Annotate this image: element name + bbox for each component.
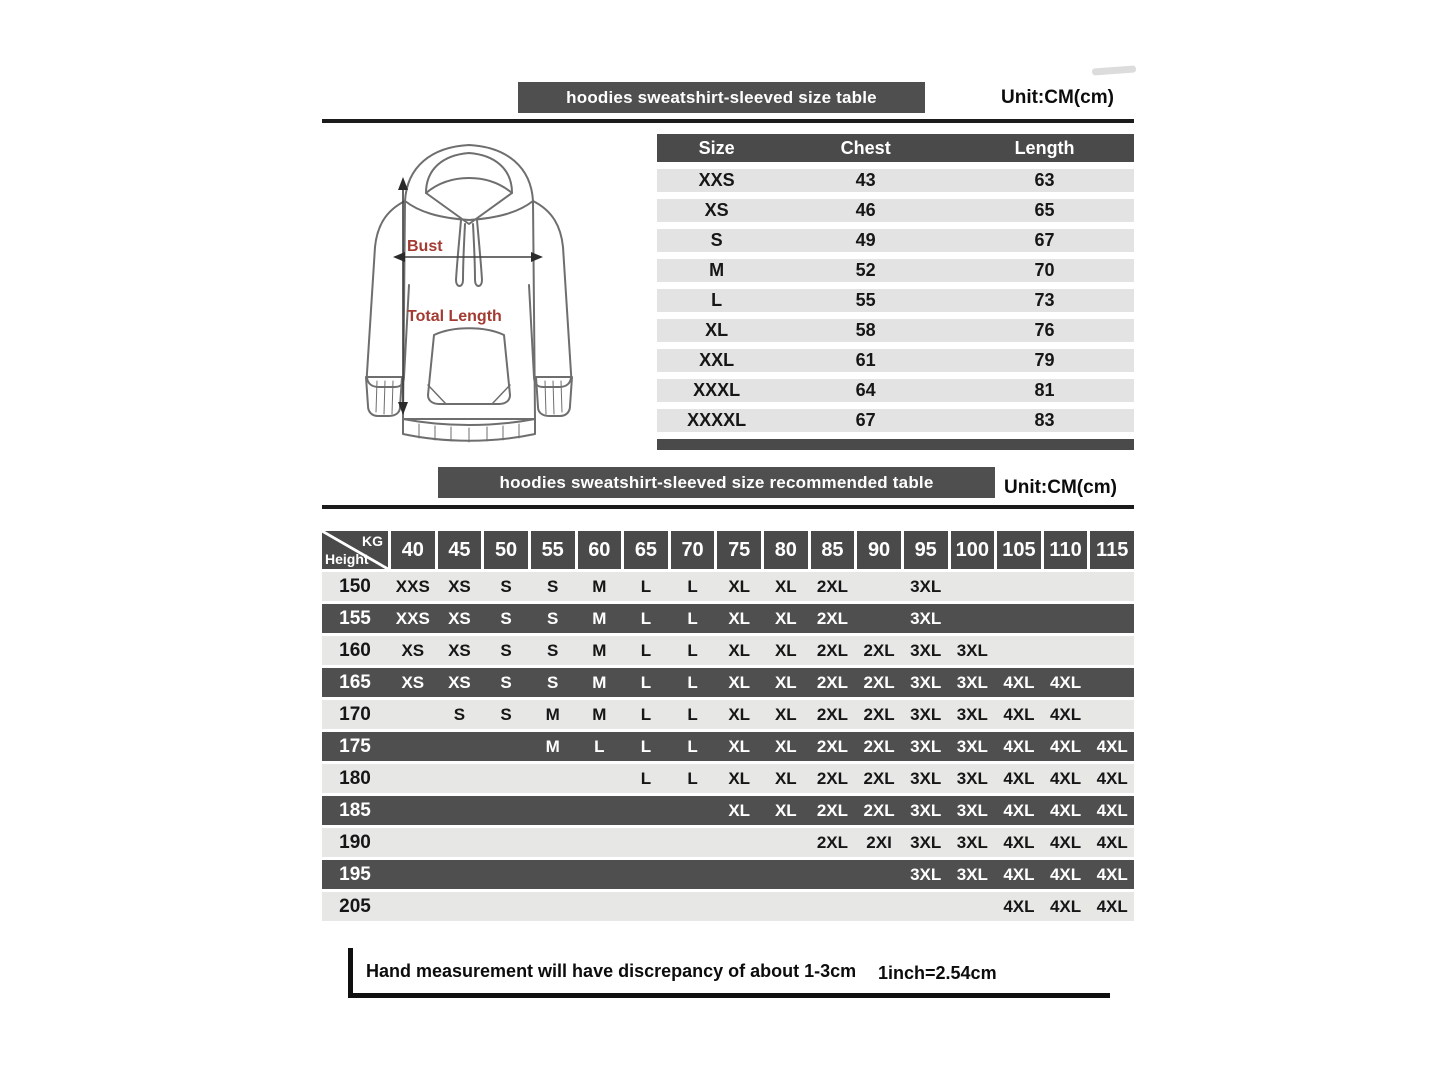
height-label: 195: [339, 863, 371, 885]
divider-line-bottom: [322, 505, 1134, 509]
size-cell: 2XL: [816, 832, 849, 852]
weight-header-cell: 95: [904, 531, 948, 569]
size-cell: 3XL: [956, 704, 988, 724]
size-cell: 4XL: [1003, 768, 1035, 788]
total-length-label: Total Length: [407, 308, 502, 325]
recommend-table-header: [322, 531, 1134, 569]
size-cell: M: [592, 640, 607, 660]
scan-artifact: [1092, 65, 1136, 75]
size-cell: S: [500, 640, 512, 660]
size-cell: 2XI: [866, 832, 892, 852]
unit-label-top: Unit:CM(cm): [1001, 87, 1114, 108]
measure-arrows: [401, 185, 535, 407]
measurement-note: Hand measurement will have discrepancy of about 1-3cm: [366, 961, 857, 981]
size-table-row: [657, 259, 1134, 282]
size-table-cell-size: XS: [704, 200, 729, 220]
size-cell: 4XL: [1096, 832, 1128, 852]
size-table-cell-size: XXXL: [693, 380, 741, 400]
weight-header-cell: 50: [484, 531, 528, 569]
size-table-row: [657, 169, 1134, 192]
footer-bottom-line: [348, 993, 1110, 998]
size-cell: L: [594, 736, 605, 756]
height-label: 180: [339, 767, 371, 789]
size-cell: 3XL: [956, 640, 988, 660]
size-table-cell-length: 63: [1034, 170, 1055, 190]
size-cell: L: [640, 672, 652, 692]
weight-header-cell: 100: [951, 531, 995, 569]
size-cell: 4XL: [1049, 864, 1082, 884]
size-cell: XL: [774, 736, 797, 756]
size-cell: S: [547, 672, 559, 692]
recommend-row: [322, 636, 1134, 665]
size-cell: S: [547, 576, 559, 596]
size-cell: S: [547, 640, 559, 660]
size-table-bottom-bar: [657, 439, 1134, 450]
size-cell: 2XL: [816, 608, 849, 628]
size-cell: 4XL: [1003, 896, 1035, 916]
size-table-cell-length: 79: [1034, 350, 1055, 370]
size-cell: 2XL: [863, 640, 895, 660]
size-cell: 2XL: [816, 640, 849, 660]
size-cell: 3XL: [910, 736, 942, 756]
corner-height-label: Height: [325, 551, 369, 567]
size-cell: 2XL: [863, 672, 895, 692]
size-cell: XL: [774, 576, 797, 596]
drawstring-left: [456, 220, 465, 286]
arrowhead-up: [398, 177, 408, 190]
divider-line-top: [322, 119, 1134, 123]
size-cell: 4XL: [1096, 864, 1128, 884]
size-cell: XXS: [395, 608, 430, 628]
size-cell: S: [547, 608, 559, 628]
size-cell: XL: [728, 608, 751, 628]
weight-header-cell: 60: [578, 531, 622, 569]
col-header-chest: Chest: [840, 137, 891, 158]
size-cell: S: [500, 576, 512, 596]
size-cell: 3XL: [910, 576, 942, 596]
size-cell: 4XL: [1003, 704, 1035, 724]
recommend-row: [322, 700, 1134, 729]
recommend-row: [322, 732, 1134, 761]
size-cell: 2XL: [816, 736, 849, 756]
size-table-cell-length: 70: [1034, 260, 1055, 280]
size-cell: 4XL: [1003, 672, 1035, 692]
size-cell: XL: [728, 672, 751, 692]
size-cell: M: [592, 672, 607, 692]
size-cell: 2XL: [816, 768, 849, 788]
size-cell: 4XL: [1049, 736, 1082, 756]
size-table-cell-size: L: [711, 290, 723, 310]
size-table-row: [657, 199, 1134, 222]
size-cell: 4XL: [1049, 704, 1082, 724]
height-label: 160: [339, 639, 371, 661]
size-cell: L: [640, 736, 652, 756]
height-label: 175: [339, 735, 371, 757]
size-cell: 3XL: [910, 608, 942, 628]
size-cell: M: [592, 608, 607, 628]
bust-label: Bust: [407, 238, 443, 255]
size-table-cell-chest: 49: [855, 230, 876, 250]
size-table-cell-chest: 61: [855, 350, 876, 370]
drawstring-right: [473, 220, 482, 286]
weight-header-cell: 90: [857, 531, 901, 569]
size-cell: XL: [774, 704, 797, 724]
size-cell: L: [687, 704, 698, 724]
weight-header-cell: 105: [997, 531, 1041, 569]
size-cell: 3XL: [910, 768, 942, 788]
size-cell: XL: [728, 736, 751, 756]
size-table-cell-chest: 46: [855, 200, 876, 220]
size-cell: 3XL: [910, 864, 942, 884]
size-cell: XXS: [395, 576, 430, 596]
size-cell: 2XL: [816, 576, 849, 596]
hood-outer: [405, 145, 533, 220]
size-cell: XS: [448, 640, 471, 660]
recommend-row: [322, 604, 1134, 633]
corner-cell: [322, 531, 388, 569]
size-table-cell-length: 76: [1034, 320, 1055, 340]
weight-header-cell: 115: [1090, 531, 1134, 569]
size-cell: L: [640, 640, 652, 660]
size-cell: L: [687, 640, 698, 660]
size-cell: 3XL: [956, 864, 988, 884]
weight-header-cell: 75: [717, 531, 761, 569]
size-cell: 3XL: [956, 672, 988, 692]
weight-header-cell: 110: [1044, 531, 1088, 569]
size-cell: XL: [774, 640, 797, 660]
unit-label-bottom: Unit:CM(cm): [1004, 477, 1117, 498]
size-cell: 2XL: [863, 736, 895, 756]
weight-header-cell: 45: [438, 531, 482, 569]
size-cell: 3XL: [910, 640, 942, 660]
size-cell: L: [687, 672, 698, 692]
size-cell: XS: [448, 608, 471, 628]
size-table-cell-chest: 43: [855, 170, 876, 190]
size-cell: 2XL: [863, 768, 895, 788]
size-cell: 2XL: [816, 704, 849, 724]
size-cell: L: [687, 768, 698, 788]
size-cell: XL: [728, 576, 751, 596]
size-cell: 2XL: [863, 800, 895, 820]
size-table-cell-size: XXXXL: [687, 410, 747, 430]
size-cell: 4XL: [1003, 736, 1035, 756]
size-table-row: [657, 289, 1134, 312]
size-cell: M: [545, 704, 560, 724]
size-table-title-bar: [518, 82, 925, 113]
size-cell: 4XL: [1096, 768, 1128, 788]
weight-header-cell: 85: [811, 531, 855, 569]
size-table-row: [657, 229, 1134, 252]
recommend-row: [322, 796, 1134, 825]
inch-conversion: 1inch=2.54cm: [878, 963, 997, 983]
hood-inner: [426, 153, 512, 193]
size-cell: L: [687, 576, 698, 596]
size-cell: 4XL: [1003, 832, 1035, 852]
size-cell: 2XL: [816, 672, 849, 692]
size-cell: 2XL: [816, 800, 849, 820]
size-cell: 4XL: [1049, 832, 1082, 852]
col-header-size: Size: [698, 137, 735, 158]
size-cell: 4XL: [1096, 800, 1128, 820]
weight-header-cell: 40: [391, 531, 435, 569]
height-label: 155: [339, 607, 371, 629]
size-cell: XS: [448, 576, 471, 596]
size-cell: 4XL: [1003, 864, 1035, 884]
size-cell: XL: [774, 768, 797, 788]
size-cell: 4XL: [1049, 768, 1082, 788]
size-cell: S: [500, 672, 512, 692]
size-cell: S: [500, 608, 512, 628]
weight-header-cell: 65: [624, 531, 668, 569]
size-cell: 3XL: [910, 832, 942, 852]
height-label: 165: [339, 671, 371, 693]
size-cell: L: [687, 608, 698, 628]
size-cell: XS: [401, 672, 425, 692]
size-table-row: [657, 349, 1134, 372]
size-table-rows: [657, 169, 1134, 432]
height-label: 170: [339, 703, 371, 725]
size-cell: XL: [728, 768, 751, 788]
size-cell: XS: [448, 672, 471, 692]
size-table-cell-length: 67: [1034, 230, 1055, 250]
recommend-row: [322, 860, 1134, 889]
size-cell: 4XL: [1096, 896, 1128, 916]
size-cell: 3XL: [910, 704, 942, 724]
size-table-cell-size: XXS: [698, 170, 735, 190]
size-cell: M: [545, 736, 560, 756]
size-cell: S: [500, 704, 512, 724]
corner-kg-label: KG: [362, 533, 383, 549]
size-cell: XL: [728, 704, 751, 724]
recommend-row: [322, 668, 1134, 697]
size-cell: XS: [401, 640, 425, 660]
size-table-row: [657, 379, 1134, 402]
size-table-cell-chest: 55: [855, 290, 876, 310]
size-table-cell-size: XL: [705, 320, 729, 340]
size-cell: XL: [728, 800, 751, 820]
pocket-corners: [428, 385, 510, 404]
size-cell: XL: [774, 800, 797, 820]
size-table-cell-size: S: [710, 230, 723, 250]
hoodie-diagram: [333, 134, 605, 454]
size-table: [657, 134, 1134, 450]
height-label: 190: [339, 831, 371, 853]
height-label: 185: [339, 799, 371, 821]
size-cell: 3XL: [910, 800, 942, 820]
size-cell: L: [640, 704, 652, 724]
size-cell: 3XL: [910, 672, 942, 692]
size-cell: L: [640, 608, 652, 628]
height-label: 205: [339, 895, 371, 917]
size-cell: XL: [774, 672, 797, 692]
recommend-row: [322, 828, 1134, 857]
weight-header-cell: 70: [671, 531, 715, 569]
arrowhead-right: [531, 252, 543, 262]
size-table-cell-length: 65: [1034, 200, 1055, 220]
size-cell: S: [453, 704, 466, 724]
arrowhead-left: [393, 252, 405, 262]
size-cell: 4XL: [1096, 736, 1128, 756]
recommend-table-body: [322, 572, 1134, 921]
weight-header-cell: 80: [764, 531, 808, 569]
size-table-row: [657, 319, 1134, 342]
col-header-length: Length: [1014, 137, 1075, 158]
size-cell: M: [592, 576, 607, 596]
weight-header-cell: 55: [531, 531, 575, 569]
footer-left-bar: [348, 948, 353, 996]
recommend-row: [322, 892, 1134, 921]
size-cell: 3XL: [956, 736, 988, 756]
size-cell: XL: [774, 608, 797, 628]
pocket: [428, 328, 510, 404]
size-cell: L: [687, 736, 698, 756]
size-cell: L: [640, 576, 652, 596]
size-table-cell-chest: 58: [855, 320, 876, 340]
size-table-cell-length: 73: [1034, 290, 1055, 310]
recommend-table: [322, 531, 1134, 924]
size-cell: 4XL: [1049, 896, 1082, 916]
size-table-cell-length: 83: [1034, 410, 1055, 430]
size-table-title: hoodies sweatshirt-sleeved size table: [566, 87, 877, 107]
size-table-cell-chest: 52: [855, 260, 876, 280]
size-cell: M: [592, 704, 607, 724]
size-cell: 2XL: [863, 704, 895, 724]
height-label: 150: [339, 575, 371, 597]
recommend-row: [322, 764, 1134, 793]
size-cell: 3XL: [956, 832, 988, 852]
size-table-header: [657, 134, 1134, 162]
size-table-cell-size: M: [709, 260, 725, 280]
size-table-cell-chest: 64: [855, 380, 876, 400]
size-table-cell-chest: 67: [855, 410, 876, 430]
size-cell: XL: [728, 640, 751, 660]
size-cell: 4XL: [1049, 800, 1082, 820]
size-table-cell-length: 81: [1034, 380, 1055, 400]
recommend-table-title-bar: [438, 467, 995, 498]
size-table-row: [657, 409, 1134, 432]
size-cell: L: [640, 768, 652, 788]
size-cell: 3XL: [956, 768, 988, 788]
recommend-table-title: hoodies sweatshirt-sleeved size recommended table: [499, 472, 934, 492]
size-cell: 4XL: [1049, 672, 1082, 692]
size-cell: 3XL: [956, 800, 988, 820]
recommend-row: [322, 572, 1134, 601]
size-table-cell-size: XXL: [699, 350, 735, 370]
size-cell: 4XL: [1003, 800, 1035, 820]
